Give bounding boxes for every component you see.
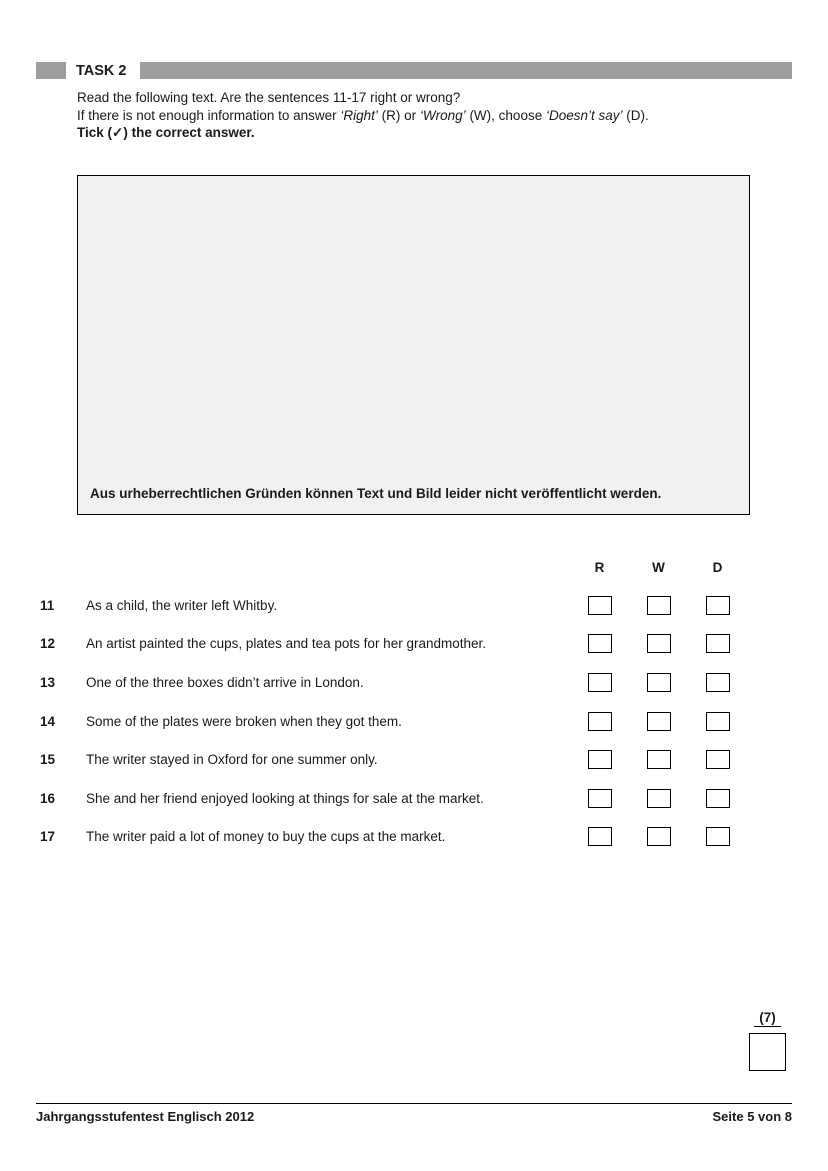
answers-section <box>40 560 747 856</box>
checkbox-q15-d[interactable] <box>706 750 730 769</box>
question-text: The writer stayed in Oxford for one summer only. <box>86 752 378 768</box>
checkbox-q11-w[interactable] <box>647 596 671 615</box>
checkbox-q15-r[interactable] <box>588 750 612 769</box>
page-footer <box>36 1109 792 1124</box>
answer-cell-r <box>570 634 629 653</box>
answer-cell-r <box>570 712 629 731</box>
answer-cell-w <box>629 673 688 692</box>
answer-cell-r <box>570 673 629 692</box>
task-instructions <box>77 89 788 142</box>
question-row <box>40 625 747 664</box>
footer-divider <box>36 1103 792 1104</box>
answer-cell-r <box>570 596 629 615</box>
checkbox-q17-d[interactable] <box>706 827 730 846</box>
task-header <box>36 62 792 79</box>
copyright-text-box <box>77 175 750 515</box>
score-points-label: (7) <box>754 1010 781 1027</box>
checkbox-q12-r[interactable] <box>588 634 612 653</box>
instruction-text-segment: (D). <box>622 107 649 123</box>
question-row <box>40 702 747 741</box>
footer-page-number: Seite 5 von 8 <box>712 1109 792 1124</box>
task-header-block <box>36 62 66 79</box>
question-text: Some of the plates were broken when they got them. <box>86 713 402 729</box>
score-entry-box[interactable] <box>749 1033 786 1071</box>
answer-cell-d <box>688 750 747 769</box>
question-number: 16 <box>40 790 56 806</box>
question-row <box>40 663 747 702</box>
checkbox-q12-d[interactable] <box>706 634 730 653</box>
score-area <box>749 1010 786 1071</box>
checkbox-q14-r[interactable] <box>588 712 612 731</box>
instruction-text-segment: ‘Right’ <box>340 107 378 123</box>
instruction-text-segment: (W), choose <box>465 107 546 123</box>
question-number: 13 <box>40 674 56 690</box>
question-text: An artist painted the cups, plates and tea pots for her grandmother. <box>86 636 486 652</box>
question-text: She and her friend enjoyed looking at things for sale at the market. <box>86 790 484 806</box>
checkbox-q16-w[interactable] <box>647 789 671 808</box>
task-header-bar <box>140 62 793 79</box>
answer-cell-w <box>629 827 688 846</box>
footer-test-name: Jahrgangsstufentest Englisch 2012 <box>36 1109 255 1124</box>
answer-cell-d <box>688 634 747 653</box>
instruction-text-segment: ‘Wrong’ <box>419 107 466 123</box>
question-text: As a child, the writer left Whitby. <box>86 597 278 613</box>
answer-header-spacer <box>40 560 570 575</box>
instruction-line-2 <box>77 107 788 125</box>
checkbox-q17-r[interactable] <box>588 827 612 846</box>
column-header-doesnt-say: D <box>712 560 723 575</box>
answer-cell-d <box>688 827 747 846</box>
question-text: One of the three boxes didn’t arrive in London. <box>86 674 364 690</box>
column-header-right: R <box>594 560 605 575</box>
checkbox-q11-d[interactable] <box>706 596 730 615</box>
answer-cell-d <box>688 673 747 692</box>
question-number: 12 <box>40 636 56 652</box>
checkbox-q16-r[interactable] <box>588 789 612 808</box>
answer-cell-r <box>570 789 629 808</box>
answer-cell-r <box>570 827 629 846</box>
answer-cell-w <box>629 712 688 731</box>
answer-cell-w <box>629 634 688 653</box>
checkbox-q15-w[interactable] <box>647 750 671 769</box>
instruction-text-segment: If there is not enough information to answer <box>77 107 341 123</box>
checkbox-q11-r[interactable] <box>588 596 612 615</box>
checkbox-q14-w[interactable] <box>647 712 671 731</box>
checkbox-q17-w[interactable] <box>647 827 671 846</box>
column-header-wrong: W <box>652 560 665 575</box>
answer-columns-header <box>40 560 747 575</box>
question-number: 15 <box>40 752 56 768</box>
answer-cell-r <box>570 750 629 769</box>
checkbox-q12-w[interactable] <box>647 634 671 653</box>
question-row <box>40 779 747 818</box>
question-number: 14 <box>40 713 56 729</box>
instruction-line-1: Read the following text. Are the sentences 11-17 right or wrong? <box>77 90 461 105</box>
checkbox-q13-w[interactable] <box>647 673 671 692</box>
answer-cell-d <box>688 789 747 808</box>
instruction-text-segment: (R) or <box>377 107 420 123</box>
checkbox-q13-r[interactable] <box>588 673 612 692</box>
question-number: 17 <box>40 829 56 845</box>
task-title: TASK 2 <box>76 62 127 79</box>
question-row <box>40 586 747 625</box>
answer-cell-d <box>688 712 747 731</box>
answer-cell-w <box>629 596 688 615</box>
question-row <box>40 740 747 779</box>
checkbox-q13-d[interactable] <box>706 673 730 692</box>
instruction-line-3: Tick (✓) the correct answer. <box>77 125 255 140</box>
question-number: 11 <box>40 597 55 613</box>
checkbox-q16-d[interactable] <box>706 789 730 808</box>
instruction-text-segment: ‘Doesn’t say’ <box>545 107 623 123</box>
question-text: The writer paid a lot of money to buy the cups at the market. <box>86 829 446 845</box>
copyright-notice: Aus urheberrechtlichen Gründen können Text und Bild leider nicht veröffentlicht werden. <box>90 486 662 501</box>
checkbox-q14-d[interactable] <box>706 712 730 731</box>
answer-cell-w <box>629 750 688 769</box>
answer-cell-d <box>688 596 747 615</box>
answer-cell-w <box>629 789 688 808</box>
question-row <box>40 818 747 857</box>
